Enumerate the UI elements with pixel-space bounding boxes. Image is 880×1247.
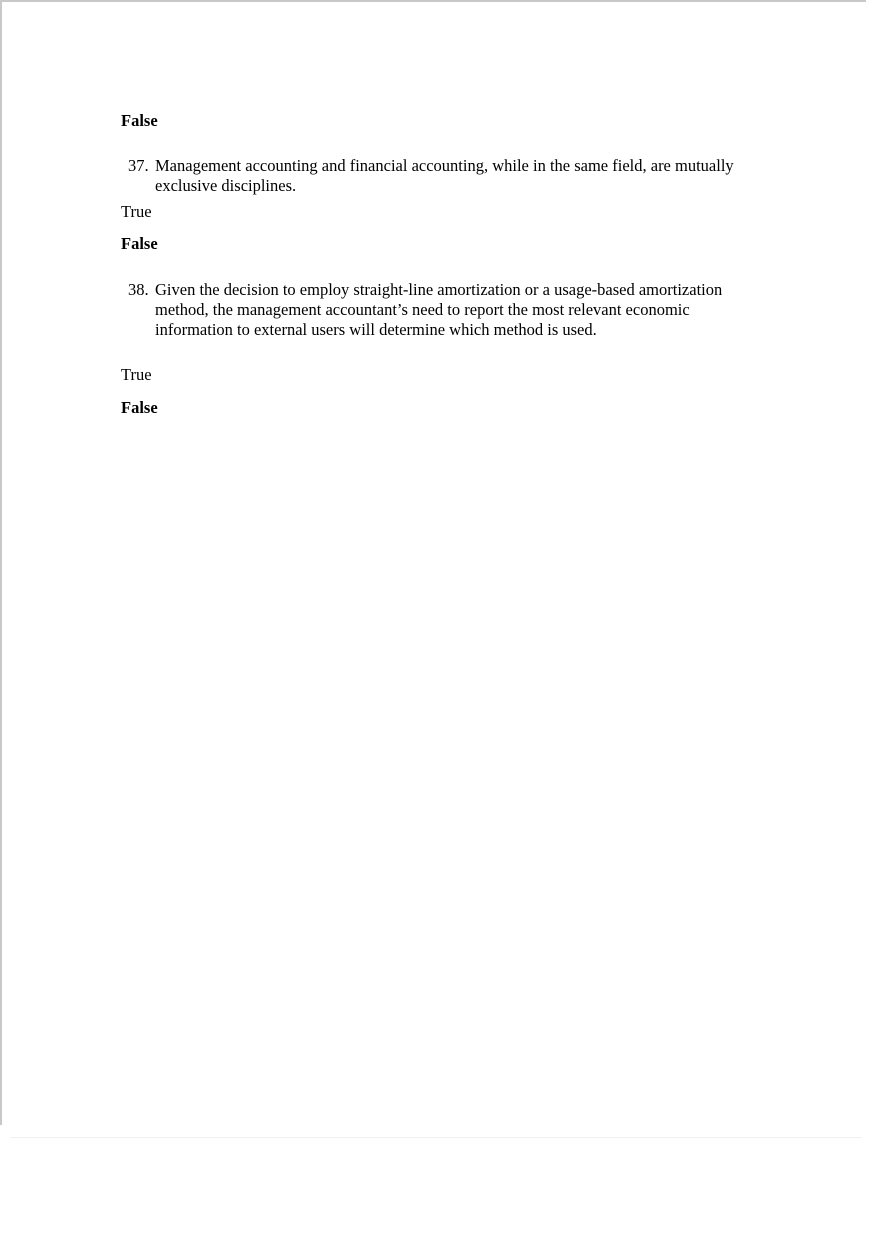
question-37: [128, 156, 734, 196]
option-true: True: [121, 365, 152, 384]
question-text: Management accounting and financial accounting, while in the same field, are mutually exclusive disciplines.: [155, 156, 734, 195]
page-border-top: [0, 0, 866, 2]
question-number: 37.: [128, 156, 149, 175]
option-false: False: [121, 234, 158, 253]
question-number: 38.: [128, 280, 149, 299]
question-text: Given the decision to employ straight-line amortization or a usage-based amortization method, the management accountant’s need to report the most relevant economic information to external users will determine which method is used.: [155, 280, 723, 339]
previous-answer-false: False: [121, 111, 158, 130]
page-border-bottom: [10, 1137, 862, 1138]
option-false: False: [121, 398, 158, 417]
page-border-left: [0, 0, 2, 1125]
option-true: True: [121, 202, 152, 221]
question-38: [128, 280, 722, 340]
